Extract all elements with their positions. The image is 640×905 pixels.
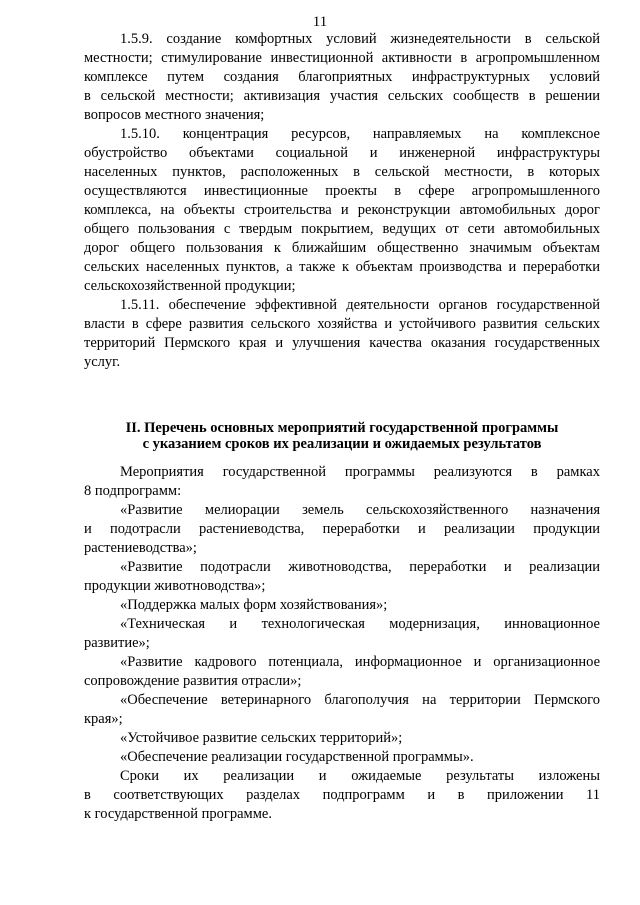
text-line: «Устойчивое развитие сельских территорий»; [120,730,403,746]
section-subprograms-text [84,463,600,824]
text-line: Мероприятия государственной программы реализуются в рамках [120,464,600,480]
text-line: «Развитие мелиорации земель сельскохозяйственного назначения [120,502,600,518]
text-line: общего пользования с твердым покрытием, ведущих от сети автомобильных [84,221,600,237]
text-line: «Поддержка малых форм хозяйствования»; [120,597,388,613]
heading-line: II. Перечень основных мероприятий государственной программы [125,420,559,436]
page-number: 11 [312,14,328,30]
text-line: 1.5.9. создание комфортных условий жизнедеятельности в сельской [120,31,600,47]
text-line: развитие»; [84,635,150,651]
section-goals-text [84,30,600,372]
heading-line: с указанием сроков их реализации и ожидаемых результатов [142,436,542,452]
text-line: растениеводства»; [84,540,197,556]
text-line: продукции животноводства»; [84,578,266,594]
text-line: обустройство объектами социальной и инженерной инфраструктуры [84,145,600,161]
text-line: в сельской местности; активизация участия сельских сообществ в решении [84,88,600,104]
text-line: «Обеспечение реализации государственной программы». [120,749,474,765]
text-line: сельскохозяйственной продукции; [84,278,296,294]
text-line: дорог общего пользования к ближайшим общественно значимым объектам [84,240,600,256]
text-line: 1.5.11. обеспечение эффективной деятельности органов государственной [120,297,600,313]
text-line: и подотрасли растениеводства, переработки и реализации продукции [84,521,600,537]
text-line: комплексе путем создания благоприятных инфраструктурных условий [84,69,600,85]
text-line: власти в сфере развития сельского хозяйства и устойчивого развития сельских [84,316,600,332]
text-line: 8 подпрограмм: [84,483,182,499]
section-heading [84,420,600,452]
text-line: края»; [84,711,123,727]
text-line: в соответствующих разделах подпрограмм и в приложении 11 [84,787,600,803]
text-line: Сроки их реализации и ожидаемые результаты изложены [120,768,600,784]
text-line: «Техническая и технологическая модернизация, инновационное [120,616,600,632]
text-line: территорий Пермского края и улучшения качества оказания государственных [84,335,600,351]
text-line: «Развитие подотрасли животноводства, переработки и реализации [120,559,600,575]
text-line: осуществляются инвестиционные проекты в сфере агропромышленного [84,183,600,199]
text-line: вопросов местного значения; [84,107,265,123]
text-line: «Обеспечение ветеринарного благополучия на территории Пермского [120,692,600,708]
text-line: 1.5.10. концентрация ресурсов, направляемых на комплексное [120,126,600,142]
text-line: сельских населенных пунктов, а также к объектам производства и переработки [84,259,600,275]
text-line: сопровождение развития отрасли»; [84,673,302,689]
text-line: местности; стимулирование инвестиционной активности в агропромышленном [84,50,600,66]
text-line: комплекса, на объекты строительства и реконструкции автомобильных дорог [84,202,600,218]
text-line: населенных пунктов, расположенных в сельской местности, в которых [84,164,600,180]
text-line: «Развитие кадрового потенциала, информационное и организационное [120,654,600,670]
text-line: услуг. [84,354,121,370]
text-line: к государственной программе. [84,806,272,822]
